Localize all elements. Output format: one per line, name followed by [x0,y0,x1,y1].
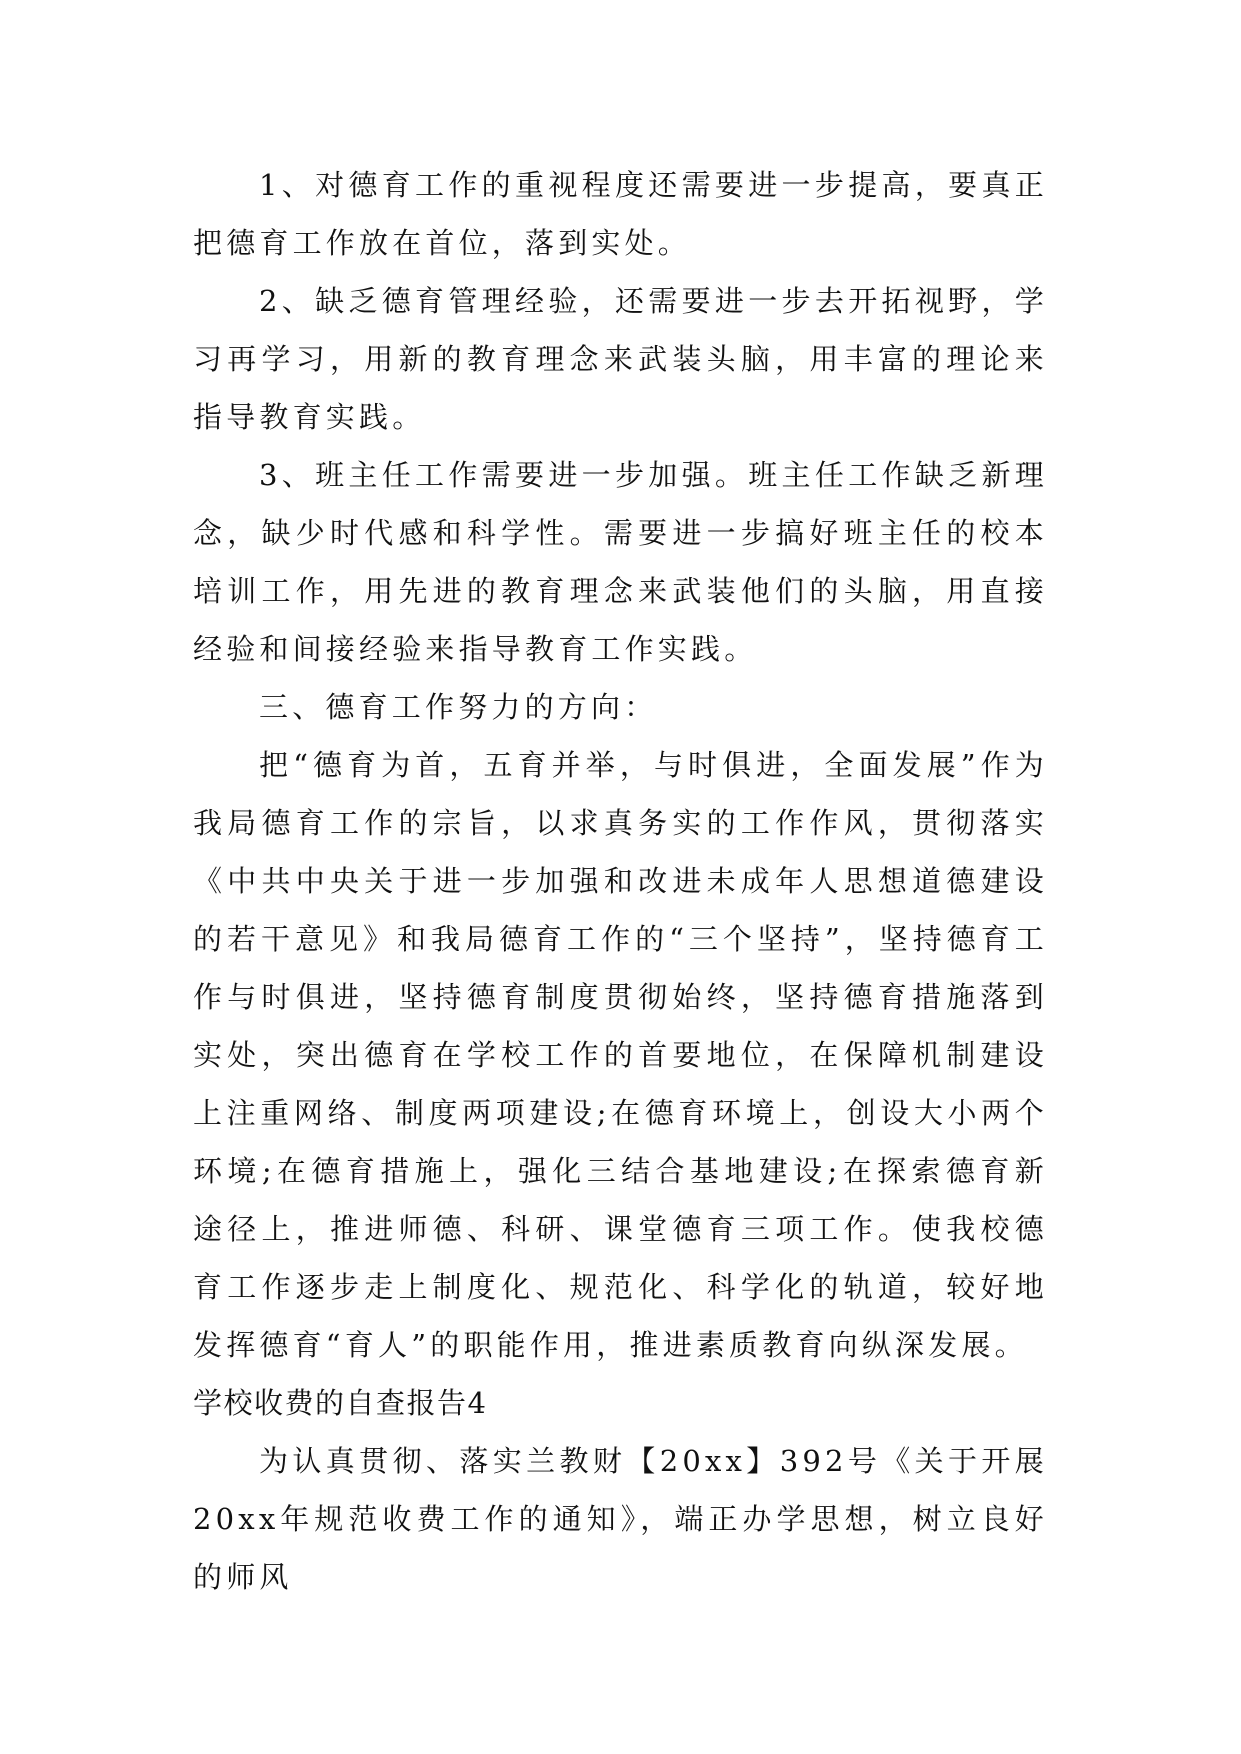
paragraph-report-intro: 为认真贯彻、落实兰教财【20xx】392号《关于开展20xx年规范收费工作的通知》，端正办学思想，树立良好的师风 [193,1444,1048,1594]
section-heading: 学校收费的自查报告4 [193,1386,488,1420]
paragraph-item-2: 2、缺乏德育管理经验，还需要进一步去开拓视野，学习再学习，用新的教育理念来武装头脑，用丰富的理论来指导教育实践。 [193,284,1048,434]
paragraph-direction-body: 把“德育为首，五育并举，与时俱进，全面发展”作为我局德育工作的宗旨，以求真务实的工作作风，贯彻落实《中共中央关于进一步加强和改进未成年人思想道德建设的若干意见》和我局德育工作的“三个坚持”，坚持德育工作与时俱进，坚持德育制度贯彻始终，坚持德育措施落到实处，突出德育在学校工作的首要地位，在保障机制建设上注重网络、制度两项建设;在德育环境上，创设大小两个环境;在德育措施上，强化三结合基地建设;在探索德育新途径上，推进师德、科研、课堂德育三项工作。使我校德育工作逐步走上制度化、规范化、科学化的轨道，较好地发挥德育“育人”的职能作用，推进素质教育向纵深发展。 [193,748,1048,1362]
paragraph-item-3: 3、班主任工作需要进一步加强。班主任工作缺乏新理念，缺少时代感和科学性。需要进一步搞好班主任的校本培训工作，用先进的教育理念来武装他们的头脑，用直接经验和间接经验来指导教育工作实践。 [193,458,1048,666]
paragraph-item-1: 1、对德育工作的重视程度还需要进一步提高，要真正把德育工作放在首位，落到实处。 [193,168,1048,260]
document-body [193,156,1048,1606]
paragraph-section-three-heading: 三、德育工作努力的方向： [259,690,658,724]
